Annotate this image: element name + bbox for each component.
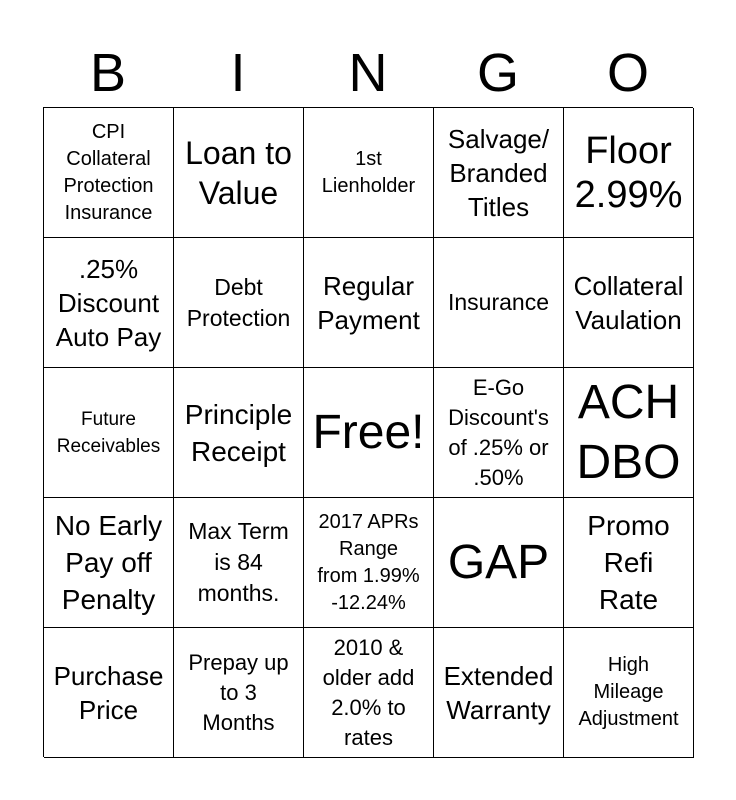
bingo-cell-r5-c1[interactable] [44, 628, 174, 758]
bingo-cell-r3-c5[interactable] [564, 368, 694, 498]
bingo-header [43, 40, 693, 106]
cell-text: ACH DBO [576, 375, 681, 489]
cell-text: Collateral Vaulation [573, 270, 684, 335]
cell-text: Regular Payment [317, 270, 420, 335]
bingo-cell-r1-c3[interactable] [304, 108, 434, 238]
cell-text: Purchase Price [53, 660, 164, 725]
cell-text: Max Term is 84 months. [188, 518, 289, 606]
bingo-cell-r3-c2[interactable] [174, 368, 304, 498]
bingo-cell-r1-c1[interactable] [44, 108, 174, 238]
bingo-cell-r1-c4[interactable] [434, 108, 564, 238]
bingo-cell-r2-c3[interactable] [304, 238, 434, 368]
bingo-cell-r4-c1[interactable] [44, 498, 174, 628]
cell-text: 2017 APRs Range from 1.99% -12.24% [317, 510, 420, 614]
cell-text: Prepay up to 3 Months [188, 649, 289, 735]
bingo-cell-r3-c3[interactable] [304, 368, 434, 498]
header-letter-b: B [89, 43, 127, 103]
cell-text: Extended Warranty [443, 660, 554, 725]
cell-text: Salvage/ Branded Titles [447, 123, 550, 222]
cell-text: Floor 2.99% [574, 129, 683, 216]
bingo-cell-r2-c1[interactable] [44, 238, 174, 368]
bingo-cell-r4-c3[interactable] [304, 498, 434, 628]
cell-text: Loan to Value [185, 134, 292, 211]
bingo-cell-r1-c2[interactable] [174, 108, 304, 238]
bingo-cell-r5-c3[interactable] [304, 628, 434, 758]
free-space: Free! [312, 405, 425, 459]
bingo-cell-r5-c5[interactable] [564, 628, 694, 758]
cell-text: Future Receivables [56, 408, 161, 457]
cell-text: E-Go Discount's of .25% or .50% [448, 374, 549, 490]
bingo-cell-r5-c2[interactable] [174, 628, 304, 758]
bingo-cell-r2-c4[interactable] [434, 238, 564, 368]
bingo-cell-r2-c5[interactable] [564, 238, 694, 368]
cell-text: Debt Protection [186, 273, 291, 331]
header-letter-g: G [476, 43, 519, 103]
cell-text: CPI Collateral Protection Insurance [63, 120, 154, 224]
header-letter-o: O [606, 43, 649, 103]
cell-text: .25% Discount Auto Pay [55, 253, 162, 352]
cell-text: Principle Receipt [184, 398, 293, 467]
bingo-cell-r3-c4[interactable] [434, 368, 564, 498]
header-letter-n: N [348, 43, 388, 103]
bingo-cell-r3-c1[interactable] [44, 368, 174, 498]
header-letter-i: I [230, 43, 246, 103]
bingo-cell-r1-c5[interactable] [564, 108, 694, 238]
cell-text: GAP [447, 535, 550, 589]
cell-text: Insurance [447, 289, 549, 315]
bingo-cell-r4-c4[interactable] [434, 498, 564, 628]
bingo-grid [43, 107, 693, 757]
bingo-cell-r5-c4[interactable] [434, 628, 564, 758]
bingo-cell-r4-c5[interactable] [564, 498, 694, 628]
bingo-cell-r4-c2[interactable] [174, 498, 304, 628]
bingo-cell-r2-c2[interactable] [174, 238, 304, 368]
cell-text: Promo Refi Rate [587, 510, 670, 615]
cell-text: High Mileage Adjustment [578, 654, 679, 730]
cell-text: 1st Lienholder [321, 147, 416, 197]
cell-text: No Early Pay off Penalty [54, 510, 163, 615]
cell-text: 2010 & older add 2.0% to rates [322, 634, 415, 750]
